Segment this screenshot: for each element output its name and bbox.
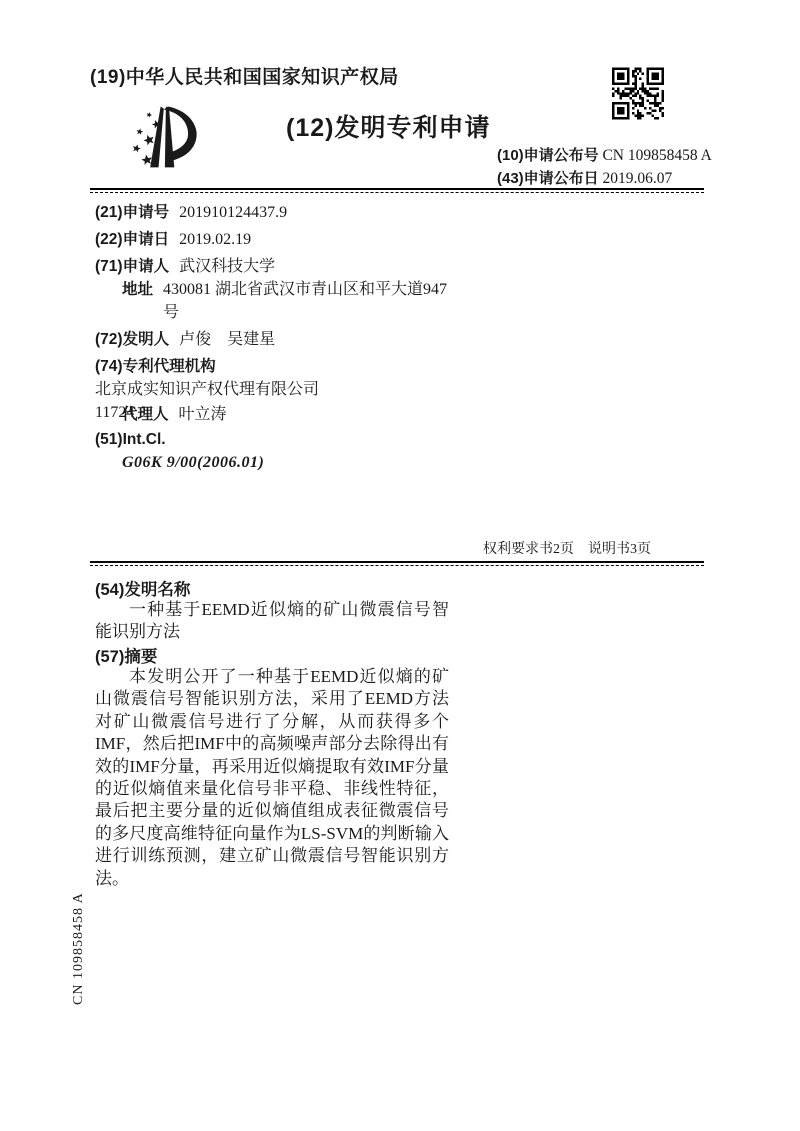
- qr-code-icon: [612, 67, 664, 120]
- publication-number-label: (10)申请公布号: [497, 147, 599, 164]
- invention-title: 一种基于EEMD近似熵的矿山微震信号智能识别方法: [95, 600, 449, 642]
- header-divider: [90, 188, 704, 193]
- publication-number-row: [497, 144, 712, 165]
- address-label: 地址: [122, 281, 154, 298]
- document-type-title: (12)发明专利申请: [286, 114, 491, 142]
- abstract-text: 本发明公开了一种基于EEMD近似熵的矿山微震信号智能识别方法，采用了EEMD方法对矿山微震信号进行了分解，从而获得多个IMF，然后把IMF中的高频噪声部分去除得出有效的IMF分量，再采用近似熵提取有效IMF分量的近似熵值来量化信号非平稳、非线性特征，最后把主要分量的近似熵值组成表征微震信号的多尺度高维特征向量作为LS-SVM的判断输入进行训练预测，建立矿山微震信号智能识别方法。: [95, 667, 449, 888]
- agent-label: 代理人: [122, 406, 169, 423]
- inventors-label: (72)发明人: [95, 331, 170, 348]
- agent-row: [122, 403, 487, 426]
- publication-date-label: (43)申请公布日: [497, 170, 599, 187]
- application-date-label: (22)申请日: [95, 231, 170, 248]
- applicant-address-row: [122, 278, 487, 324]
- applicant-label: (71)申请人: [95, 258, 170, 275]
- application-number-row: [95, 201, 460, 224]
- invention-title-heading: (54)发明名称: [95, 581, 191, 599]
- applicant-value: 武汉科技大学: [179, 258, 276, 275]
- inventors-value: 卢俊 吴建星: [179, 331, 276, 348]
- patent-agency-label: (74)专利代理机构: [95, 358, 216, 375]
- agent-value: 叶立涛: [178, 406, 227, 423]
- patent-agency-value: 北京成实知识产权代理有限公司 11724: [95, 381, 320, 421]
- int-cl-row: [95, 428, 460, 451]
- publication-date-value: 2019.06.07: [602, 170, 673, 187]
- cnipa-logo-icon: [126, 104, 210, 172]
- side-publication-code: CN 109858458 A: [71, 892, 86, 1005]
- int-cl-class-row: [122, 451, 487, 474]
- applicant-row: [95, 255, 460, 278]
- publication-number-value: CN 109858458 A: [602, 147, 712, 164]
- application-number-value: 201910124437.9: [179, 204, 288, 221]
- application-date-value: 2019.02.19: [179, 231, 252, 248]
- int-cl-class-value: G06K 9/00(2006.01): [122, 454, 265, 471]
- int-cl-label: (51)Int.Cl.: [95, 431, 166, 448]
- application-date-row: [95, 228, 460, 251]
- publication-date-row: [497, 167, 672, 188]
- pages-info: 权利要求书2页 说明书3页: [483, 542, 651, 557]
- section-divider: [90, 561, 704, 566]
- address-value: 430081 湖北省武汉市青山区和平大道947号: [163, 281, 448, 321]
- inventors-row: [95, 328, 460, 351]
- application-number-label: (21)申请号: [95, 204, 170, 221]
- patent-office-name: (19)中华人民共和国国家知识产权局: [90, 67, 399, 88]
- abstract-heading: (57)摘要: [95, 648, 158, 666]
